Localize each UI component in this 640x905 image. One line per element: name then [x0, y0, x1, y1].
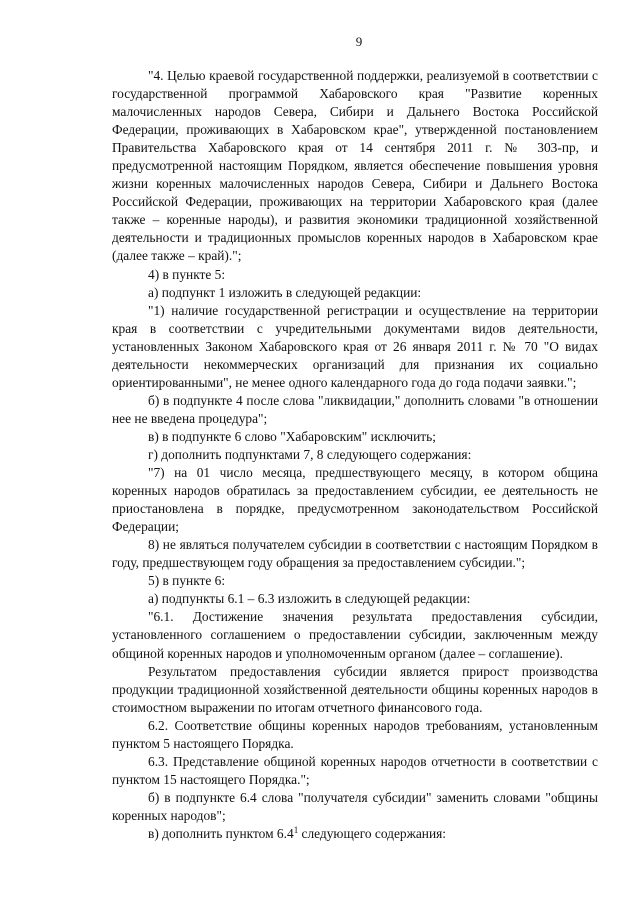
paragraph-text: б) в подпункте 6.4 слова "получателя субсидии" заменить словами "общины коренных народов";	[112, 789, 598, 823]
paragraph	[112, 464, 598, 536]
paragraph	[112, 825, 598, 843]
paragraph	[112, 536, 598, 572]
paragraph	[112, 753, 598, 789]
paragraph	[112, 663, 598, 717]
paragraph	[112, 302, 598, 392]
paragraph	[112, 284, 598, 302]
paragraph	[112, 572, 598, 590]
paragraph-text-tail: следующего содержания:	[298, 825, 447, 841]
paragraph	[112, 428, 598, 446]
paragraph-text: а) подпункты 6.1 – 6.3 изложить в следующей редакции:	[148, 591, 471, 607]
paragraph-text: в) дополнить пунктом 6.4	[148, 825, 294, 841]
paragraph-text: Результатом предоставления субсидии является прирост производства продукции традиционной хозяйственной деятельности общины коренных народов в стоимостном выражении по итогам отчетного финансового года.	[112, 663, 598, 715]
paragraph-text: г) дополнить подпунктами 7, 8 следующего содержания:	[148, 446, 472, 462]
paragraph-text: "6.1. Достижение значения результата предоставления субсидии, установленного соглашением о предоставлении субсидии, заключенным между общиной коренных народов и уполномоченным органом (далее – соглашение).	[112, 609, 598, 661]
paragraph-text: 8) не являться получателем субсидии в соответствии с настоящим Порядком в году, предшествующем году обращения за предоставлением субсидии.";	[112, 537, 598, 571]
paragraph	[112, 67, 598, 266]
paragraph-text: 4) в пункте 5:	[148, 266, 226, 282]
document-body	[112, 67, 598, 843]
paragraph-text: в) в подпункте 6 слово "Хабаровским" исключить;	[148, 428, 436, 444]
paragraph-text: 6.3. Представление общиной коренных народов отчетности в соответствии с пунктом 15 настоящего Порядка.";	[112, 753, 598, 787]
paragraph-text: 6.2. Соответствие общины коренных народов требованиям, установленным пунктом 5 настоящего Порядка.	[112, 717, 598, 751]
paragraph	[112, 392, 598, 428]
paragraph-text: "1) наличие государственной регистрации и осуществление на территории края в соответствии с учредительными документами видов деятельности, установленных Законом Хабаровского края от 26 января 2011 г. № 70 "О видах деятельности некоммерческих организаций для признания их социально ориентированными", не менее одного календарного года до года подачи заявки.";	[112, 302, 598, 390]
paragraph-text: "7) на 01 число месяца, предшествующего месяцу, в котором община коренных народов обратилась за предоставлением субсидии, ее деятельность не приостановлена в порядке, предусмотренном законодательством Российской Федерации;	[112, 465, 598, 535]
paragraph-text: б) в подпункте 4 после слова "ликвидации," дополнить словами "в отношении нее не введена процедура";	[112, 392, 598, 426]
paragraph	[112, 590, 598, 608]
paragraph	[112, 717, 598, 753]
superscript: 1	[293, 824, 299, 835]
paragraph-text: "4. Целью краевой государственной поддержки, реализуемой в соответствии с государственной программой Хабаровского края "Развитие коренных малочисленных народов Севера, Сибири и Дальнего Востока Российской Федерации, проживающих в Хабаровском крае", утвержденной постановлением Правительства Хабаровского края от 14 сентября 2011 г. № 303-пр, и предусмотренной настоящим Порядком, является обеспечение повышения уровня жизни коренных малочисленных народов Севера, Сибири и Дальнего Востока Российской Федерации, проживающих на территории Хабаровского края (далее также – коренные народы), и развития экономики традиционной хозяйственной деятельности и традиционных промыслов коренных народов в Хабаровском крае (далее также – край).";	[112, 68, 598, 264]
paragraph	[112, 446, 598, 464]
page-number: 9	[355, 34, 363, 49]
paragraph	[112, 266, 598, 284]
paragraph	[112, 789, 598, 825]
paragraph-text: а) подпункт 1 изложить в следующей редакции:	[148, 284, 422, 300]
paragraph-text: 5) в пункте 6:	[148, 573, 226, 589]
paragraph	[112, 608, 598, 662]
